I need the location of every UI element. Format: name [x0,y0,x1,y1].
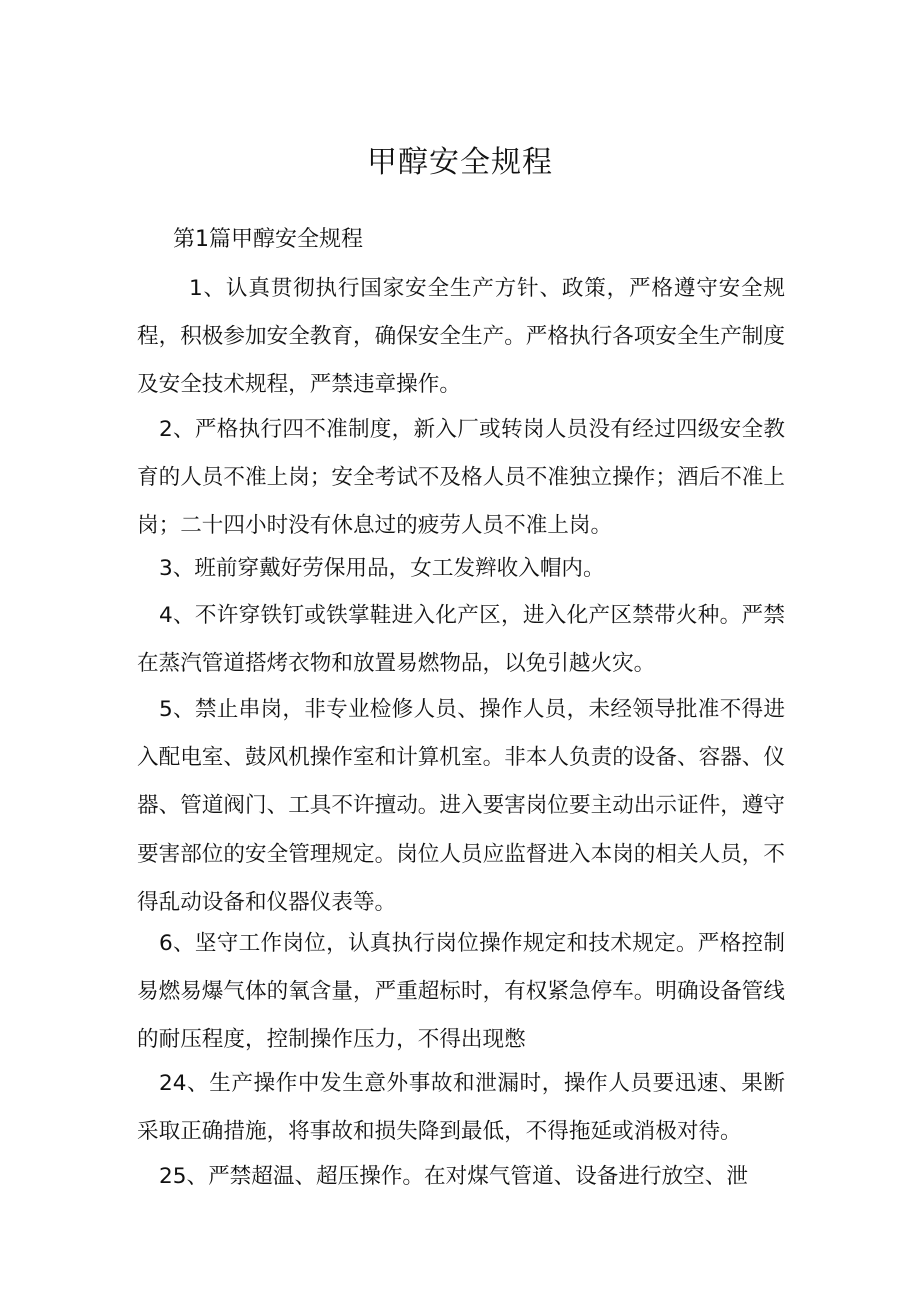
paragraph-2: 2、严格执行四不准制度，新入厂或转岗人员没有经过四级安全教育的人员不准上岗；安全考试不及格人员不准独立操作；酒后不准上岗；二十四小时没有休息过的疲劳人员不准上岗。 [137,417,785,539]
paragraph-1: 1、认真贯彻执行国家安全生产方针、政策，严格遵守安全规程，积极参加安全教育，确保安全生产。严格执行各项安全生产制度及安全技术规程，严禁违章操作。 [137,276,785,398]
paragraph-4: 4、不许穿铁钉或铁掌鞋进入化产区，进入化产区禁带火种。严禁在蒸汽管道搭烤衣物和放置易燃物品，以免引越火灾。 [137,603,785,677]
paragraph-3: 3、班前穿戴好劳保用品，女工发辫收入帽内。 [159,556,605,581]
section-heading: 第1篇甲醇安全规程 [173,227,363,252]
document-title: 甲醇安全规程 [367,145,553,181]
paragraph-24: 24、生产操作中发生意外事故和泄漏时，操作人员要迅速、果断采取正确措施，将事故和损失降到最低，不得拖延或消极对待。 [137,1071,785,1145]
paragraph-5: 5、禁止串岗，非专业检修人员、操作人员，未经领导批准不得进入配电室、鼓风机操作室和计算机室。非本人负责的设备、容器、仪器、管道阀门、工具不许擅动。进入要害岗位要主动出示证件，遵守要害部位的安全管理规定。岗位人员应监督进入本岗的相关人员，不得乱动设备和仪器仪表等。 [137,697,785,915]
paragraph-6: 6、坚守工作岗位，认真执行岗位操作规定和技术规定。严格控制易燃易爆气体的氧含量，严重超标时，有权紧急停车。明确设备管线的耐压程度，控制操作压力，不得出现憋 [137,931,785,1053]
paragraph-25: 25、严禁超温、超压操作。在对煤气管道、设备进行放空、泄 [159,1164,748,1189]
